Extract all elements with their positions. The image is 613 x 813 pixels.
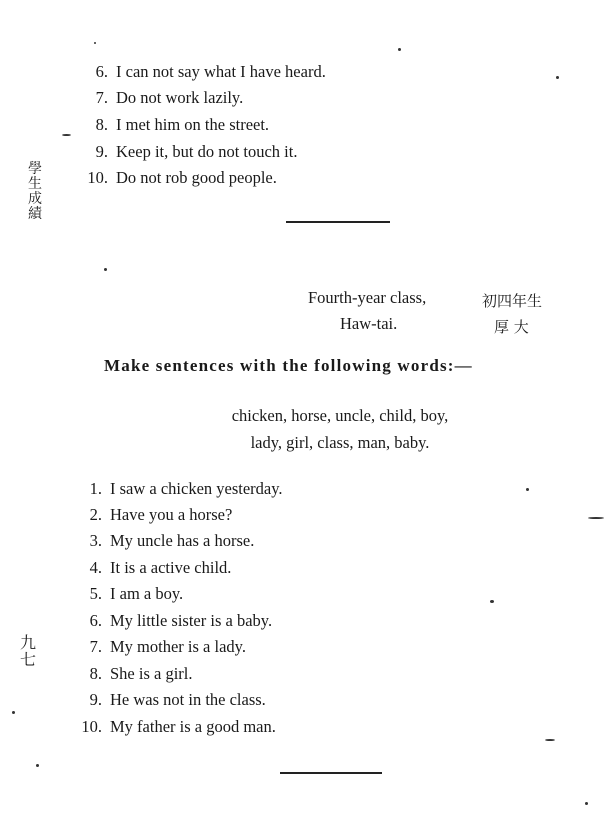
item-text: My uncle has a horse. <box>110 531 255 550</box>
item-text: She is a girl. <box>110 664 193 683</box>
item-text: I can not say what I have heard. <box>116 62 326 81</box>
item-number: 6. <box>89 611 102 630</box>
item-text: My father is a good man. <box>110 717 276 736</box>
item-number: 6. <box>95 62 108 81</box>
item-number: 9. <box>89 690 102 709</box>
scan-speck <box>490 600 494 603</box>
section-divider <box>280 772 382 774</box>
item-text: I saw a chicken yesterday. <box>110 479 283 498</box>
item-text: I met him on the street. <box>116 115 270 134</box>
item-number: 1. <box>89 479 102 498</box>
item-number: 7. <box>95 88 108 107</box>
item-text: He was not in the class. <box>110 690 266 709</box>
student-name-cjk: 厚 大 <box>494 318 529 336</box>
scan-speck <box>62 134 71 136</box>
item-text: Have you a horse? <box>110 505 233 524</box>
item-number: 5. <box>89 584 102 603</box>
class-cjk: 初四年生 <box>482 292 543 310</box>
scan-speck <box>556 76 559 79</box>
scan-speck <box>585 802 588 805</box>
scan-speck <box>545 739 555 741</box>
item-text: My little sister is a baby. <box>110 611 273 630</box>
side-label-student-work: 學生成績 <box>28 161 42 222</box>
item-text: Do not work lazily. <box>116 88 244 107</box>
item-text: I am a boy. <box>110 584 184 603</box>
item-number: 9. <box>95 142 108 161</box>
scan-speck <box>398 48 401 51</box>
item-number: 8. <box>95 115 108 134</box>
scan-speck <box>588 517 604 519</box>
scan-speck <box>526 488 529 491</box>
word-list-line-2: lady, girl, class, man, baby. <box>250 433 430 452</box>
item-number: 8. <box>89 664 102 683</box>
item-number: 2. <box>89 505 102 524</box>
scan-speck <box>36 764 39 767</box>
page-number: 九七 <box>20 633 37 669</box>
student-name: Haw-tai. <box>340 314 398 333</box>
item-text: Do not rob good people. <box>116 168 277 187</box>
item-number: 10. <box>87 168 108 187</box>
class-line <box>308 288 426 308</box>
scan-speck <box>12 711 15 714</box>
word-list-line-1: chicken, horse, uncle, child, boy, <box>231 406 449 425</box>
item-text: It is a active child. <box>110 558 232 577</box>
instruction-heading: Make sentences with the following words:— <box>104 356 473 375</box>
item-number: 4. <box>89 558 102 577</box>
item-text: My mother is a lady. <box>110 637 246 656</box>
class-label: Fourth-year class, <box>308 288 427 307</box>
item-number: 3. <box>89 531 102 550</box>
item-text: Keep it, but do not touch it. <box>116 142 298 161</box>
item-number: 10. <box>81 717 102 736</box>
section-divider <box>286 221 390 223</box>
scan-speck <box>94 42 96 44</box>
item-number: 7. <box>89 637 102 656</box>
scan-speck <box>104 268 107 271</box>
